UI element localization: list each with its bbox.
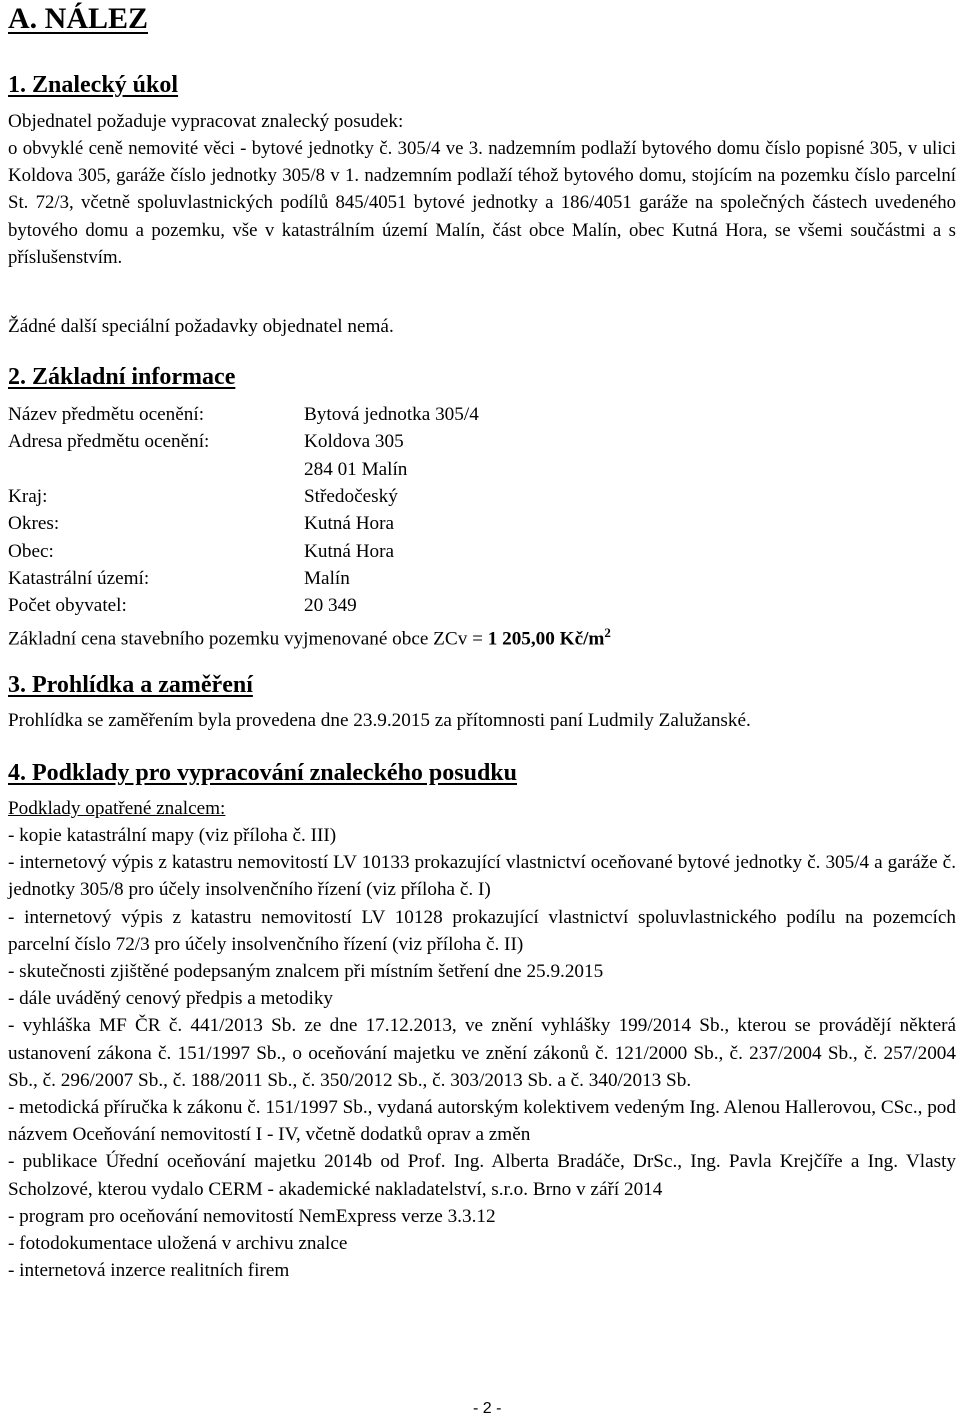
info-label: Adresa předmětu ocenění: [8,431,210,453]
source-item: - metodická příručka k zákonu č. 151/1997 Sb., vydaná autorským kolektivem vedeným Ing. Alenou Hallerovou, CSc., pod názvem Oceňování nemovitostí I - IV, včetně dodatků oprav a změn [8,1097,956,1146]
info-value: Bytová jednotka 305/4 [304,404,479,425]
info-value: Kutná Hora [304,540,395,562]
section-3-title: 3. Prohlídka a zaměření [8,672,253,698]
base-price-unit-sup: 2 [604,625,611,640]
sources-list [8,822,956,1284]
source-item: - publikace Úřední oceňování majetku 2014b od Prof. Ing. Alberta Bradáče, DrSc., Ing. Pavla Krejčíře a Ing. Vlasty Scholzové, kterou vydalo CERM - akademické nakladatelství, s.r.o. Brno v září 2014 [8,1151,956,1200]
info-label: Okres: [8,513,60,535]
source-item: - skutečnosti zjištěné podepsaným znalcem při místním šetření dne 25.9.2015 [8,961,604,983]
info-value: Kutná Hora [304,513,395,535]
base-price-label: Základní cena stavebního pozemku vyjmenované obce ZCv = [8,628,488,650]
inspection-text: Prohlídka se zaměřením byla provedena dne 23.9.2015 za přítomnosti paní Ludmily Zalužanské. [8,710,751,731]
info-label: Kraj: [8,485,48,507]
section-1-note: Žádné další speciální požadavky objednatel nemá. [8,316,394,337]
sources-subtitle: Podklady opatřené znalcem: [8,798,226,819]
source-item: - vyhláška MF ČR č. 441/2013 Sb. ze dne 17.12.2013, ve znění vyhlášky 199/2014 Sb., kterou se provádějí některá ustanovení zákona č. 151/1997 Sb., o oceňování majetku ve znění zákonů č. 121/2000 Sb., č. 237/2004 Sb., č. 257/2004 Sb., č. 296/2007 Sb., č. 188/2011 Sb., č. 350/2012 Sb., č. 303/2013 Sb. a č. 340/2013 Sb. [8,1015,956,1091]
section-1-intro: Objednatel požaduje vypracovat znalecký posudek: [8,111,404,132]
info-label: Počet obyvatel: [8,595,127,617]
source-item: - kopie katastrální mapy (viz příloha č. III) [8,825,337,846]
source-item: - fotodokumentace uložená v archivu znalce [8,1233,348,1255]
info-label: Obec: [8,540,54,562]
base-price-line [8,620,611,652]
source-item: - internetový výpis z katastru nemovitostí LV 10128 prokazující vlastnictví spoluvlastnického podílu na pozemcích parcelní číslo 72/3 pro účely insolvenčního řízení (viz příloha č. II) [8,906,956,955]
source-item: - dále uváděný cenový předpis a metodiky [8,988,334,1010]
info-value: 284 01 Malín [304,458,408,480]
info-value: Středočeský [304,485,398,507]
info-value: Malín [304,567,350,589]
info-label: Katastrální území: [8,567,150,589]
section-2-title: 2. Základní informace [8,364,236,390]
source-item: - internetová inzerce realitních firem [8,1260,290,1282]
info-label: Název předmětu ocenění: [8,404,205,425]
section-1-task-text: o obvyklé ceně nemovité věci - bytové jednotky č. 305/4 ve 3. nadzemním podlaží bytového domu číslo popisné 305, v ulici Koldova 305, garáže číslo jednotky 305/8 v 1. nadzemním podlaží téhož bytového domu, stojícím na pozemku číslo parcelní St. 72/3, včetně spoluvlastnických podílů 845/4051 bytové jednotky a 186/4051 garáže na společných částech uvedeného bytového domu a pozemku, vše v katastrálním území Malín, část obce Malín, obec Kutná Hora, se všemi součástmi a s příslušenstvím. [8,138,956,268]
section-1-title: 1. Znalecký úkol [8,72,179,98]
base-price-value: 1 205,00 Kč/m [487,628,605,650]
source-item: - program pro oceňování nemovitostí NemExpress verze 3.3.12 [8,1205,496,1227]
section-4-title: 4. Podklady pro vypracování znaleckého posudku [8,760,518,786]
info-value: Koldova 305 [304,431,404,453]
info-value: 20 349 [304,595,357,617]
main-title: A. NÁLEZ [8,2,149,35]
source-item: - internetový výpis z katastru nemovitostí LV 10133 prokazující vlastnictví oceňované bytové jednotky č. 305/4 a garáže č. jednotky 305/8 pro účely insolvenčního řízení (viz příloha č. I) [8,852,956,901]
page-number: - 2 - [473,1400,502,1417]
